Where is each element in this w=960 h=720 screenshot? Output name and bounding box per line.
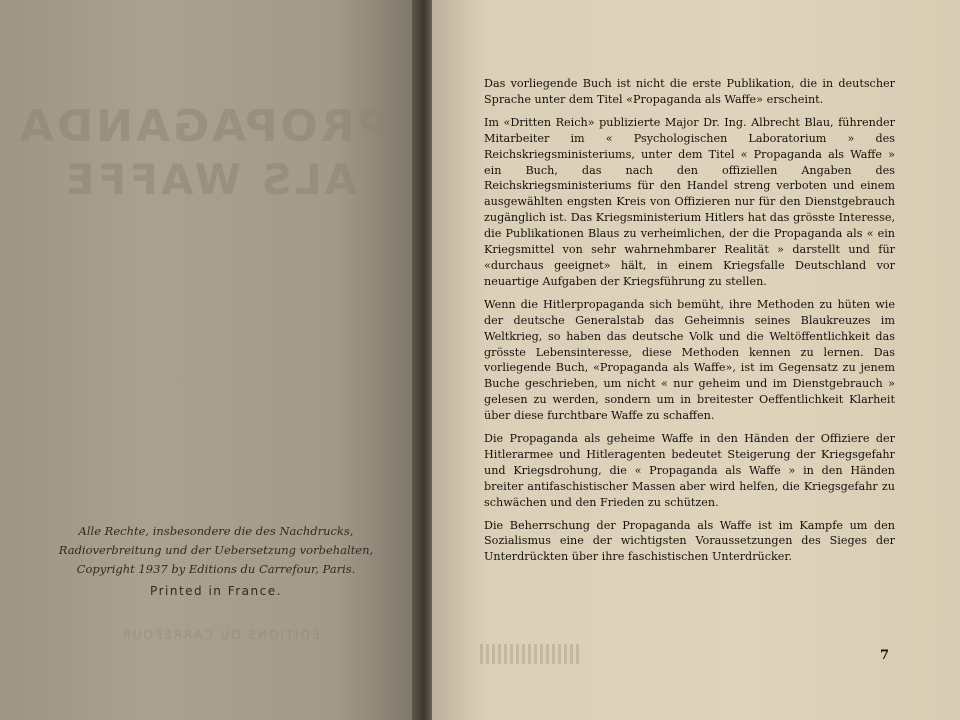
paragraph: Wenn die Hitlerpropaganda sich bemüht, ihre Methoden zu hüten wie der deutsche Generalstab das Geheimnis seines Blaukreuzes im Weltkrieg, so haben das deutsche Volk und die Weltöffentlichkeit das grösste Lebensinteresse, diese Methoden kennen zu lernen. Das vorliegende Buch, «Propaganda als Waffe», ist im Gegensatz zu jenem Buche geschrieben, um nicht « nur geheim und im Dienstgebrauch » gelesen zu werden, sondern um in breitester Oeffentlichkeit Klarheit über diese furchtbare Waffe zu schaffen.: [484, 297, 895, 423]
show-through-footer: ÉDITIONS DU CARREFOUR: [120, 628, 320, 642]
show-through-title: [16, 100, 390, 206]
show-through-title-line1: PROPAGANDA: [16, 101, 390, 152]
paragraph: Das vorliegende Buch ist nicht die erste Publikation, die in deutscher Sprache unter dem Titel «Propaganda als Waffe» erscheint.: [484, 77, 895, 106]
paragraph: Die Beherrschung der Propaganda als Waffe ist im Kampfe um den Sozialismus eine der wichtigsten Voraussetzungen des Sieges der Unterdrückten über ihre faschistischen Unterdrücker.: [484, 518, 895, 564]
show-through-title-line2: ALS WAFFE: [62, 155, 358, 204]
paragraph: Im «Dritten Reich» publizierte Major Dr. Ing. Albrecht Blau, führender Mitarbeiter im « Psychologischen Laboratorium » des Reichskriegsministeriums, unter dem Titel « Propaganda als Waffe » ein Buch, das nach den offiziellen Angaben des Reichskriegsministeriums für den Handel streng verboten und einem ausgewählten engsten Kreis von Offizieren nur für den Dienstgebrauch zugänglich ist. Das Kriegsministerium Hitlers hat das grösste Interesse, die Publikationen Blaus zu verheimlichen, der die Propaganda als « ein Kriegsmittel von sehr wahrnehmbarer Realität » darstellt und für «durchaus geeignet» hält, in einem Kriegsfalle Deutschland vor neuartige Aufgaben der Kriegsführung zu stellen.: [484, 115, 895, 288]
left-page: [0, 0, 418, 720]
copyright-notice: Alle Rechte, insbesondere die des Nachdrucks, Radioverbreitung und der Uebersetzung vorbehalten, Copyright 1937 by Editions du Carrefour, Paris.: [58, 524, 374, 576]
printed-in-label: Printed in France.: [150, 584, 282, 598]
paragraph: Die Propaganda als geheime Waffe in den Händen der Offiziere der Hitlerarmee und Hitleragenten bedeutet Steigerung der Kriegsgefahr und Kriegsdrohung, die « Propaganda als Waffe » in den Händen breiter antifaschistischer Massen aber wird helfen, die Kriegsgefahr zu schwächen und den Frieden zu schützen.: [484, 432, 895, 509]
body-text: [484, 76, 895, 572]
ink-smudge: [480, 644, 580, 664]
page-number: 7: [880, 648, 890, 663]
